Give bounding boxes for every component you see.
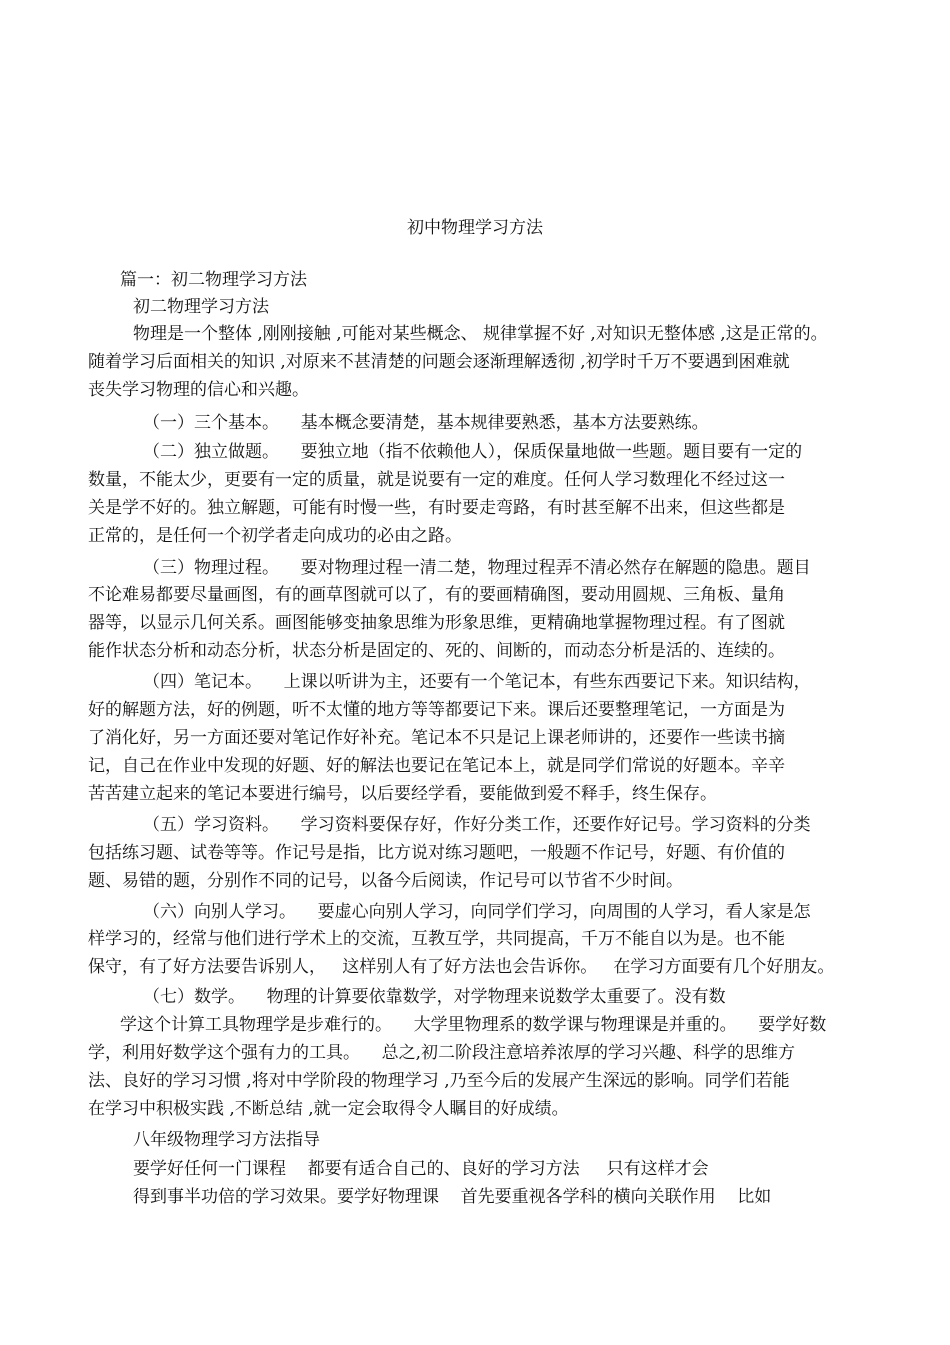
text-line: 法、良好的学习习惯 ,将对中学阶段的物理学习 ,乃至今后的发展产生深远的影响。同学们若能: [88, 1071, 790, 1091]
text-line: 初二物理学习方法: [133, 297, 269, 317]
text-line: 能作状态分析和动态分析，状态分析是固定的、死的、间断的，而动态分析是活的、连续的。: [88, 641, 785, 661]
text-line: 随着学习后面相关的知识 ,对原来不甚清楚的问题会逐渐理解透彻 ,初学时千万不要遇到困难就: [88, 352, 790, 372]
text-line: 数量，不能太少，更要有一定的质量，就是说要有一定的难度。任何人学习数理化不经过这一: [88, 470, 785, 490]
text-line: 正常的，是任何一个初学者走向成功的必由之路。: [88, 526, 462, 546]
text-line: 题、易错的题，分别作不同的记号，以备今后阅读，作记号可以节省不少时间。: [88, 871, 683, 891]
text-line: 关是学不好的。独立解题，可能有时慢一些，有时要走弯路，有时甚至解不出来，但这些都是: [88, 498, 785, 518]
text-line: （五）学习资料。 学习资料要保存好，作好分类工作，还要作好记号。学习资料的分类: [143, 815, 811, 835]
text-line: （四）笔记本。 上课以听讲为主，还要有一个笔记本，有些东西要记下来。知识结构，: [143, 672, 811, 692]
text-line: 了消化好，另一方面还要对笔记作好补充。笔记本不只是记上课老师讲的，还要作一些读书摘: [88, 728, 785, 748]
text-line: 样学习的，经常与他们进行学术上的交流，互教互学，共同提高，千万不能自以为是。也不能: [88, 929, 785, 949]
text-line: （七）数学。 物理的计算要依靠数学，对学物理来说数学太重要了。没有数: [143, 987, 726, 1007]
text-line: 包括练习题、试卷等等。作记号是指，比方说对练习题吧，一般题不作记号，好题、有价值的: [88, 843, 785, 863]
text-line: 要学好任何一门课程 都要有适合自己的、良好的学习方法 只有这样才会: [133, 1159, 709, 1179]
text-line: 保守，有了好方法要告诉别人， 这样别人有了好方法也会告诉你。 在学习方面要有几个好朋友。: [88, 957, 835, 977]
text-line: （一）三个基本。 基本概念要清楚，基本规律要熟悉，基本方法要熟练。: [143, 413, 709, 433]
text-line: 物理是一个整体 ,刚刚接触 ,可能对某些概念、 规律掌握不好 ,对知识无整体感 ,这是正常的。: [133, 324, 828, 344]
text-line: 苦苦建立起来的笔记本要进行编号，以后要经学看，要能做到爱不释手，终生保存。: [88, 784, 717, 804]
text-line: 在学习中积极实践 ,不断总结 ,就一定会取得令人瞩目的好成绩。: [88, 1099, 569, 1119]
text-line: （三）物理过程。 要对物理过程一清二楚，物理过程弄不清必然存在解题的隐患。题目: [143, 558, 811, 578]
text-line: （六）向别人学习。 要虚心向别人学习，向同学们学习，向周围的人学习，看人家是怎: [143, 902, 811, 922]
text-line: （二）独立做题。 要独立地（指不依赖他人），保质保量地做一些题。题目要有一定的: [143, 442, 803, 462]
text-line: 记，自己在作业中发现的好题、好的解法也要记在笔记本上，就是同学们常说的好题本。辛辛: [88, 756, 785, 776]
text-line: 丧失学习物理的信心和兴趣。: [88, 380, 309, 400]
text-line: 器等，以显示几何关系。画图能够变抽象思维为形象思维，更精确地掌握物理过程。有了图就: [88, 613, 785, 633]
document-title: 初中物理学习方法: [407, 218, 543, 238]
text-line: 好的解题方法，好的例题，听不太懂的地方等等都要记下来。课后还要整理笔记，一方面是为: [88, 700, 785, 720]
text-line: 得到事半功倍的学习效果。要学好物理课 首先要重视各学科的横向关联作用 比如: [133, 1187, 772, 1207]
text-line: 学，利用好数学这个强有力的工具。 总之,初二阶段注意培养浓厚的学习兴趣、科学的思维方: [88, 1043, 796, 1063]
text-line: 学这个计算工具物理学是步难行的。 大学里物理系的数学课与物理课是并重的。 要学好数: [120, 1015, 827, 1035]
text-line: 八年级物理学习方法指导: [133, 1130, 320, 1150]
text-line: 不论难易都要尽量画图，有的画草图就可以了，有的要画精确图，要动用圆规、三角板、量角: [88, 585, 785, 605]
text-line: 篇一：初二物理学习方法: [120, 270, 307, 290]
